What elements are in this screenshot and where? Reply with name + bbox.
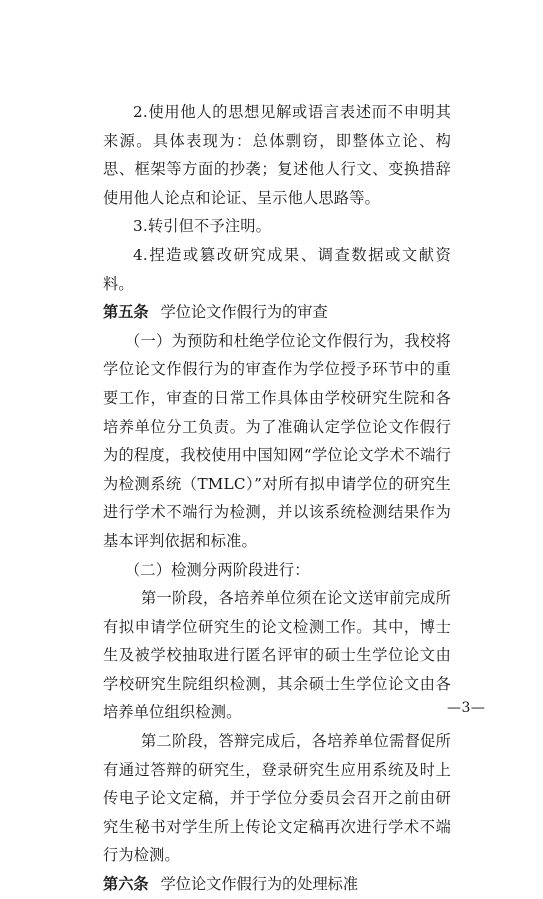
paragraph-item-4: 4.捏造或篡改研究成果、调查数据或文献资料。 <box>103 245 451 293</box>
article-5-heading <box>103 298 451 327</box>
article-6-number: 第六条 <box>103 875 149 894</box>
article-6-title: 学位论文作假行为的处理标准 <box>160 875 358 894</box>
paragraph-stage-1: 第一阶段，各培养单位须在论文送审前完成所有拟申请学位研究生的论文检测工作。其中，博士生及被学校抽取进行匿名评审的硕士生学位论文由学校研究生院组织检测，其余硕士生学位论文由各培养单位组织检测。 <box>103 589 451 722</box>
paragraph-stage-2: 第二阶段，答辩完成后，各培养单位需督促所有通过答辩的研究生，登录研究生应用系统及时上传电子论文定稿，并于学位分委员会召开之前由研究生秘书对学生所上传论文定稿再次进行学术不端行为检测。 <box>103 732 451 865</box>
paragraph-section-1: （一）为预防和杜绝学位论文作假行为，我校将学位论文作假行为的审查作为学位授予环节中的重要工作，审查的日常工作具体由学校研究生院和各培养单位分工负责。为了准确认定学位论文作假行为的程度，我校使用中国知网“学位论文学术不端行为检测系统（TMLC）”对所有拟申请学位的研究生进行学术不端行为检测，并以该系统检测结果作为基本评判依据和标准。 <box>103 331 451 550</box>
article-6-heading <box>103 870 451 899</box>
paragraph-section-2: （二）检测分两阶段进行： <box>125 560 310 579</box>
article-5-number: 第五条 <box>103 303 149 322</box>
paragraph-item-2: 2.使用他人的思想见解或语言表述而不申明其来源。具体表现为：总体剽窃，即整体立论、构思、框架等方面的抄袭；复述他人行文、变换措辞使用他人论点和论证、呈示他人思路等。 <box>103 103 451 207</box>
document-body <box>103 98 451 899</box>
article-5-title: 学位论文作假行为的审查 <box>160 303 328 322</box>
page-number: —3— <box>447 700 486 716</box>
paragraph-item-3: 3.转引但不予注明。 <box>133 217 271 236</box>
